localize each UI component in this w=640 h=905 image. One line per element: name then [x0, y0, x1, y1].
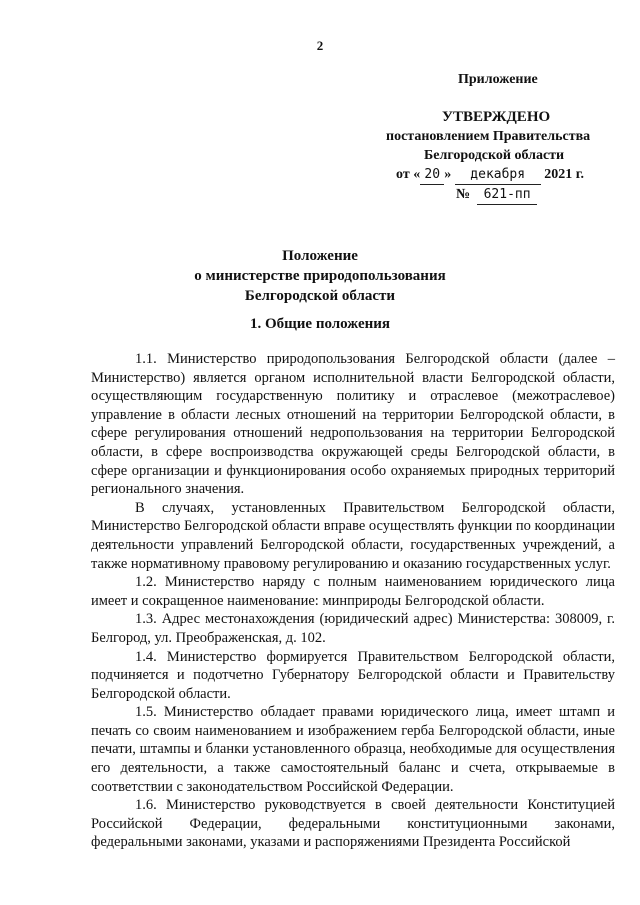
document-body — [91, 350, 615, 852]
date-day: 20 — [420, 165, 444, 185]
paragraph-1-5: 1.5. Министерство обладает правами юридического лица, имеет штамп и печать со своим наименованием и изображением герба Белгородской области, иные печати, штампы и бланки установленного образца, необходимые для осуществления его деятельности, а также самостоятельный баланс и счета, открываемые в соответствии с законодательством Российской Федерации. — [91, 704, 615, 795]
page-number: 2 — [316, 38, 324, 53]
number-value: 621-пп — [477, 185, 537, 205]
number-prefix: № — [456, 187, 471, 202]
region-line: Белгородской области — [424, 148, 565, 163]
document-title — [0, 246, 640, 306]
paragraph-1-2: 1.2. Министерство наряду с полным наименованием юридического лица имеет и сокращенное наименование: минприроды Белгородской области. — [91, 574, 615, 609]
appendix-label: Приложение — [458, 72, 538, 87]
paragraph-1-1: 1.1. Министерство природопользования Белгородской области (далее – Министерство) является органом исполнительной власти Белгородской области, осуществляющим государственную политику и отраслевое (межотраслевое) управление в области лесных отношений на территории Белгородской области, в сфере регулирования отношений недропользования на территории Белгородской области, в сфере воспроизводства окружающей среды Белгородской области, в сфере организации и функционирования особо охраняемых природных территорий регионального значения. — [91, 351, 615, 498]
paragraph-1-3: 1.3. Адрес местонахождения (юридический адрес) Министерства: 308009, г. Белгород, ул. Преображенская, д. 102. — [91, 611, 615, 646]
section-title: 1. Общие положения — [249, 316, 391, 332]
approval-block — [376, 108, 616, 205]
approved-label: УТВЕРЖДЕНО — [442, 109, 551, 125]
decree-line: постановлением Правительства — [386, 129, 591, 144]
paragraph-1-4: 1.4. Министерство формируется Правительством Белгородской области, подчиняется и подотчетно Губернатору Белгородской области и Правительству Белгородской области. — [91, 648, 615, 702]
title-line-1: Положение — [282, 248, 358, 264]
date-separator: » — [444, 167, 452, 182]
date-month: декабря — [455, 165, 541, 185]
decree-number — [456, 185, 616, 205]
decree-date — [396, 165, 616, 185]
paragraph-1-1-cont: В случаях, установленных Правительством Белгородской области, Министерство Белгородской области вправе осуществлять функции по координации деятельности управлений Белгородской области, государственных учреждений, а также нормативному правовому регулированию и оказанию государственных услуг. — [91, 499, 615, 572]
date-prefix: от « — [396, 167, 421, 182]
date-year: 2021 г. — [544, 167, 584, 182]
title-line-2: о министерстве природопользования — [194, 268, 446, 284]
paragraph-1-6: 1.6. Министерство руководствуется в своей деятельности Конституцией Российской Федерации, федеральными конституционными законами, федеральными законами, указами и распоряжениями Президента Российской — [91, 797, 615, 851]
title-line-3: Белгородской области — [244, 288, 396, 304]
